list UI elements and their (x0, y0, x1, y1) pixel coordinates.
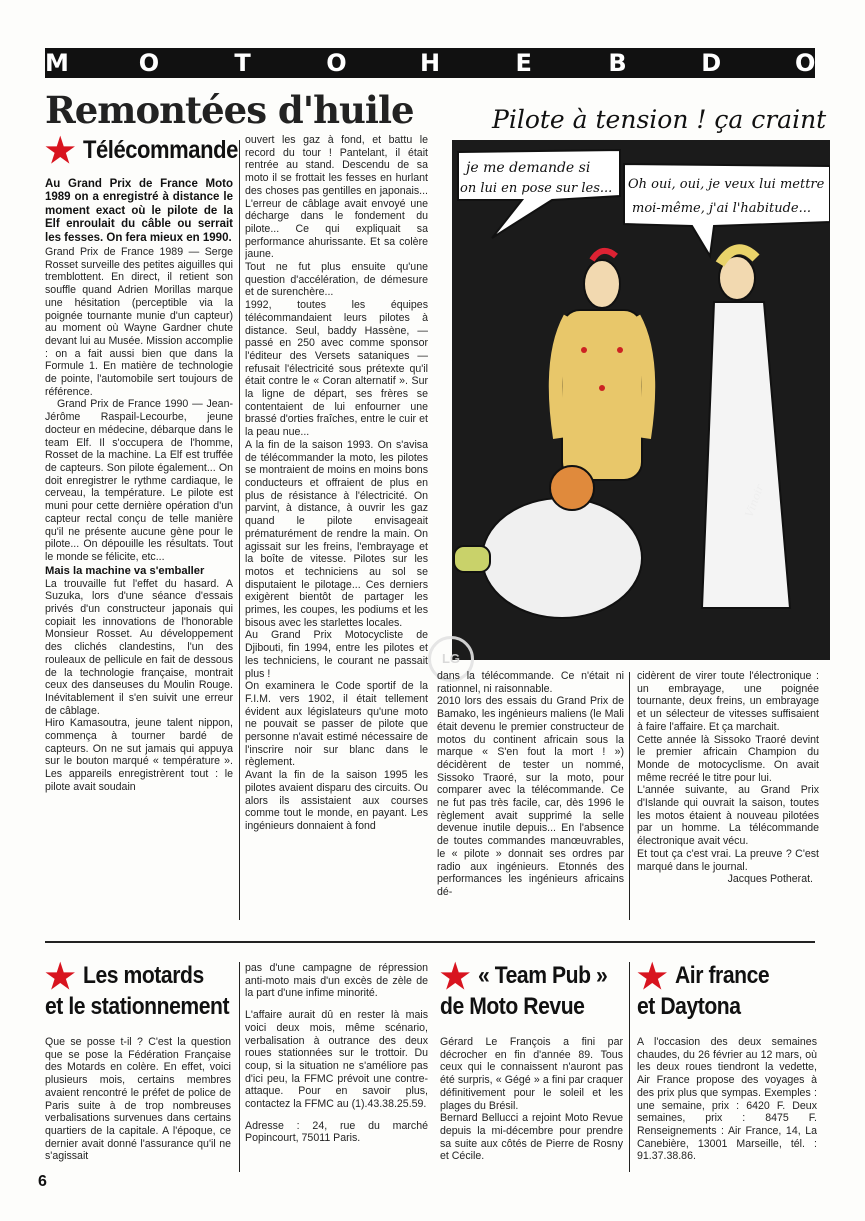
star-icon: ★ (637, 958, 668, 996)
section-title-teampub-line2 (440, 993, 604, 1021)
band-letter: T (234, 49, 251, 77)
band-letter: B (608, 49, 627, 77)
column-divider (629, 672, 630, 920)
speech-bubble-left-1: je me demande si (466, 160, 591, 176)
cartoon-illustration (452, 88, 830, 660)
paragraph: Tout ne fut plus ensuite qu'une question d'accélération, de démesure et de surenchère... (245, 261, 428, 299)
magazine-band (45, 48, 815, 78)
section-title-text: et Daytona (637, 993, 741, 1020)
band-letter: O (326, 49, 347, 77)
star-icon: ★ (440, 958, 471, 996)
section-title-motards-line2 (45, 993, 254, 1021)
article-column-2 (245, 134, 428, 920)
paragraph: ouvert les gaz à fond, et battu le record du tour ! Pantelant, il était rentrée au stand. Descendu de sa moto il se frottait les fesses en hurlant des choses pas gentilles en japonais... L'erreur de câblage avait envoyé une décharge dans le fondement du pilote... Ce qui expliquait sa performance ahurissante. Et sa colère jaune. (245, 134, 428, 261)
paragraph: Grand Prix de France 1989 — Serge Rosset surveille des petites aiguilles qui tremblottent. En direct, il retient son souffle quand Adrien Morillas marque une hésitation (perceptible via la poignée tournante munie d'un capteur) au moment où Wayne Gardner chute devant lui au Musée. Mission accomplie : on a fait aussi bien que dans la Formule 1. En matière de technologie de pointe, l'automobile sert toujours de référence. (45, 246, 233, 398)
page-headline: Remontées d'huile (45, 88, 414, 132)
paragraph: La trouvaille fut l'effet du hasard. A Suzuka, lors d'une séance d'essais privés d'un constructeur japonais qui copiait les innovations de l'honorable Monsieur Rosset. Au développement des clichés clandestins, l'un des rouleaux de pellicule en fait de dessous de la technologie française, montrait ceux des danseuses du Moulin Rouge. Inévitablement il s'en suivit une erreur de câblage. (45, 577, 233, 717)
band-letter: H (420, 49, 441, 77)
section-title-airfrance (637, 958, 783, 996)
article-column-3 (437, 670, 624, 920)
cartoon-title: Pilote à tension ! ça craint !.. (492, 105, 830, 134)
speech-bubble-right-1: Oh oui, oui, je veux lui mettre (628, 177, 825, 192)
star-icon: ★ (45, 958, 76, 996)
section-divider (45, 941, 815, 943)
airfrance-column (637, 1036, 817, 1176)
cartoon-signature: Vinoir (742, 482, 767, 520)
paragraph: cidèrent de virer toute l'électronique : un embrayage, une poignée tournante, deux freins, un embrayage et un sélecteur de vitesses suffisaient à faire l'affaire. Et ça marchait. (637, 670, 819, 733)
paragraph: Et tout ça c'est vrai. La preuve ? C'est marqué dans le journal. (637, 847, 819, 873)
article-lead: Au Grand Prix de France Moto 1989 on a enregistré à distance le moment exact où le pilote de la Elf enroulait du câble ou serrait les fesses. On fera mieux en 1990. (45, 178, 233, 244)
band-letter: E (515, 49, 532, 77)
motards-column-1 (45, 1036, 231, 1176)
paragraph: Hiro Kamasoutra, jeune talent nippon, commença à tourner bardé de capteurs. On ne sut jamais qui appuya sur le bouton marqué « température ». Les appareils enregistrèrent tout : le pilote avait soudain (45, 717, 233, 793)
band-letter: O (138, 49, 160, 77)
section-title-text: « Team Pub » (478, 962, 608, 989)
section-title-text: et le stationnement (45, 993, 230, 1020)
paragraph: Adresse : 24, rue du marché Popincourt, 75011 Paris. (245, 1119, 428, 1145)
paragraph: dans la télécommande. Ce n'était ni rationnel, ni raisonnable. (437, 670, 624, 695)
section-title-telecommande (45, 132, 260, 170)
teampub-column (440, 1036, 623, 1176)
paragraph: L'année suivante, au Grand Prix d'Islande qui ouvrait la saison, toutes les motos étaient à nouveau pilotées par un homme. La télécommande électronique avait vécu. (637, 784, 819, 848)
paragraph: Bernard Bellucci a rejoint Moto Revue depuis la mi-décembre pour prendre sa suite aux côtés de Pierre de Rosny et Cécile. (440, 1112, 623, 1163)
paragraph: pas d'une campagne de répression anti-moto mais d'un excès de zèle de la part d'une infime minorité. (245, 962, 428, 1000)
paragraph: 2010 lors des essais du Grand Prix de Bamako, les ingénieurs maliens (le Mali était devenu le premier constructeur de motos du continent africain sous la marque « S'en fout la mort ! ») décidèrent de tester un nommé, Sissoko Traoré, sur la moto, pour comparer avec la télécommande. Ce ne fut pas très facile, car, dès 1996 le règlement avait supprimé la selle devenue inutile depuis... En l'absence de toutes commandes manœuvrables, le « pilote » donnait ses ordres par radio aux ingénieurs. Etonnés des performances les ingénieurs africains dé- (437, 695, 624, 898)
subheading: Mais la machine va s'emballer (45, 564, 205, 577)
paragraph: Au Grand Prix Motocycliste de Djibouti, fin 1994, entre les pilotes et les techniciens, le courant ne passait plus ! (245, 629, 428, 680)
article-column-4 (637, 670, 819, 920)
speech-bubble-left-2: on lui en pose sur les... (460, 181, 613, 196)
section-title-text: Télécommande (83, 136, 239, 164)
section-title-text: Les motards (83, 962, 205, 989)
band-letter: O (795, 49, 816, 77)
column-divider (629, 962, 630, 1172)
section-title-text: Air france (675, 962, 770, 989)
section-title-motards (45, 958, 221, 996)
column-divider (239, 962, 240, 1172)
article-column-1 (45, 178, 233, 918)
paragraph: L'affaire aurait dû en rester là mais voici deux mois, même scénario, verbalisation à outrance des deux roues stationnées sur le trottoir. Du coup, si la situation ne s'améliore pas d'ici peu, la FFMC prévoit une contre-attaque. Pour en savoir plus, contactez la FFMC au (1).43.38.25.59. (245, 1009, 428, 1111)
section-title-airfrance-line2 (637, 993, 755, 1021)
paragraph: Grand Prix de France 1990 — Jean-Jérôme Raspail-Lecourbe, jeune docteur en médecine, débarque dans le team Elf. Il s'occupera de l'homme, Rosset de la machine. La Elf est truffée de capteurs. Son pilote également... On doit enregistrer le rythme cardiaque, le cerveau, la température. Le pilote est muni pour cette dernière opération d'un capteur rectal conçu de telle manière qu'il ne présente aucune gène pour le pilote... On dépouille les résultats. Tout le monde se félicite, etc... (45, 398, 233, 563)
paragraph: Gérard Le François a fini par décrocher en fin d'année 89. Tous ceux qui le connaissent n'auront pas été surpris, « Gégé » a fini par craquer définitivement pour le soleil et les plages du Brésil. (440, 1036, 623, 1112)
paragraph: Que se posse t-il ? C'est la question que se pose la Fédération Française des Motards en colère. En effet, voici plusieurs mois, certains membres avaient rencontré le préfet de police de Paris suite à de trop nombreuses verbalisations survenues dans certains quartiers de la capitale. A l'époque, ce dernier avait donné l'assurance qu'il ne s'agissait (45, 1036, 231, 1163)
speech-bubble-right-2: moi-même, j'ai l'habitude... (632, 201, 811, 216)
paragraph: Cette année là Sissoko Traoré devint le premier africain Champion du Monde de motocyclisme. On avait même recréé le titre pour lui. (637, 733, 819, 784)
band-letter: M (45, 49, 69, 77)
column-divider (239, 140, 240, 920)
motards-column-2 (245, 962, 428, 1177)
paragraph: A la fin de la saison 1993. On s'avisa de télécommander la moto, les pilotes se montraient de moins en moins bons conducteurs et offraient de plus en plus de résistance à l'électricité. On parvint, à distance, à ouvrir les gaz quand le pilote envisageait prématurément de rendre la main. On agissait sur les freins, l'embrayage et la boîte de vitesse. Pilotes sur les motos et techniciens au sol se disputaient le pilotage... Ces derniers exigèrent bientôt de partager les primes, les coupes, les podiums et les bisous avec les starlettes locales. (245, 438, 428, 629)
paragraph: A l'occasion des deux semaines chaudes, du 26 février au 12 mars, où les deux roues tiendront la vedette, Air France propose des voyages à des prix plus que sympas. Exemples : une semaine, prix : 6420 F. Deux semaines, prix : 8475 F. Renseignements : Air France, 14, La Canebière, 13001 Marseille, tél. : 91.37.38.86. (637, 1036, 817, 1163)
article-signature: Jacques Potherat. (727, 873, 813, 886)
section-title-teampub (440, 958, 625, 996)
paragraph: 1992, toutes les équipes télécommandaient leurs pilotes à distance. Seul, baddy Hassène, — passé en 250 avec comme sponsor l'éditeur des Versets sataniques — refusait l'électricité sous prétexte qu'il était contre le « Coran alternatif ». Sur la ligne de départ, ses frères se contentaient de lui enfourner une brassé d'orties fraîches, entre le cuir et la peau nue... (245, 299, 428, 439)
paragraph: On examinera le Code sportif de la F.I.M. vers 1902, il était tellement évident aux législateurs qu'une moto ne pouvait se passer de pilote que personne n'avait estimé nécessaire de l'inscrire noir sur blanc dans le règlement. (245, 680, 428, 769)
paragraph: Avant la fin de la saison 1995 les pilotes avaient disparu des circuits. Ou alors ils assistaient aux courses comme tout le monde, en payant. Les ingénieurs donnaient à fond (245, 769, 428, 832)
section-title-text: de Moto Revue (440, 993, 585, 1020)
watermark-logo: LG (428, 636, 474, 682)
band-letter: D (701, 49, 722, 77)
star-icon: ★ (45, 132, 76, 170)
page-number: 6 (38, 1173, 47, 1190)
